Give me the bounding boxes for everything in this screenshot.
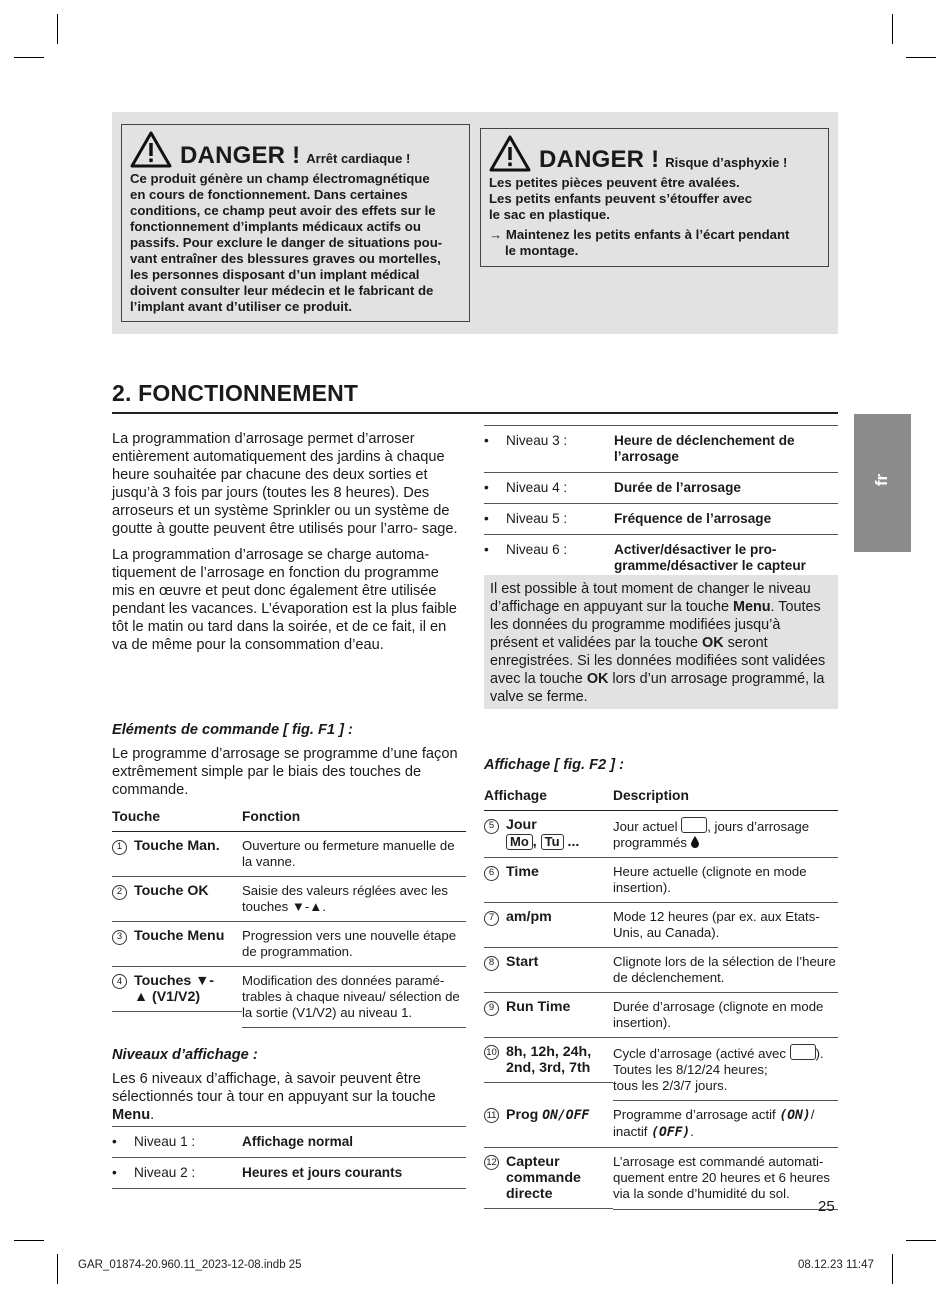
description-text: Jour actuel bbox=[613, 819, 682, 834]
warning-triangle-icon bbox=[130, 131, 172, 169]
intro-paragraph: La programmation d’arrosage se charge automa- tiquement de l’arrosage en fonction du programme mis en œuvre et peut donc également être utilisée pendant les vacances. L’évaporation est la plus faible tôt le matin ou tard dans la soirée, et de ce fait, il en va de même pour la consommation d’eau. bbox=[112, 547, 457, 653]
danger-instruction: → Maintenez les petits enfants à l’écart pendant bbox=[489, 227, 790, 242]
column-header: Touche bbox=[112, 807, 242, 832]
danger-box-asphyxia bbox=[480, 128, 829, 267]
danger-line: doivent consulter leur médecin et le fabricant de bbox=[130, 283, 434, 298]
levels-intro-text: Les 6 niveaux d’affichage, à savoir peuvent être sélectionnés tour à tour en appuyant sur la touche bbox=[112, 1071, 436, 1105]
description-text: Clignote lors de la sélection de l’heure de déclenchement. bbox=[613, 948, 838, 993]
callout-number: 9 bbox=[484, 1001, 499, 1016]
key-name: Touche Menu bbox=[134, 928, 225, 944]
level-label: Niveau 6 : bbox=[506, 535, 614, 582]
controls-table bbox=[112, 807, 466, 1028]
display-heading: Affichage [ fig. F2 ] : bbox=[484, 757, 624, 773]
bullet: • bbox=[112, 1158, 134, 1189]
language-tab bbox=[854, 414, 911, 552]
table-row bbox=[484, 1101, 838, 1148]
description-text: Cycle d’arrosage (activé avec bbox=[613, 1046, 790, 1061]
description-text: Durée d’arrosage (clignote en mode insertion). bbox=[613, 993, 838, 1038]
crop-mark bbox=[57, 14, 58, 44]
note-box bbox=[484, 575, 838, 709]
callout-number: 11 bbox=[484, 1108, 499, 1123]
level-row bbox=[484, 426, 838, 473]
callout-number: 4 bbox=[112, 974, 127, 989]
danger-line: conditions, ce champ peut avoir des effets sur le bbox=[130, 203, 436, 218]
level-value: Durée de l’arrosage bbox=[614, 473, 838, 504]
language-tab-label: fr bbox=[872, 473, 891, 487]
description-text: programmés bbox=[613, 835, 691, 850]
level-value: Fréquence de l’arrosage bbox=[614, 504, 838, 535]
danger-box-cardiac bbox=[121, 124, 470, 322]
crop-mark bbox=[57, 1254, 58, 1284]
ok-key-name: OK bbox=[586, 671, 609, 687]
description-text: . bbox=[690, 1124, 694, 1139]
levels-table-right bbox=[484, 425, 838, 582]
bullet: • bbox=[484, 504, 506, 535]
key-function: Saisie des valeurs réglées avec les touches ▼-▲. bbox=[242, 877, 466, 922]
table-row bbox=[112, 832, 466, 877]
level-value: Heure de déclenchement de l’arrosage bbox=[614, 426, 838, 473]
level-label: Niveau 1 : bbox=[134, 1127, 242, 1158]
note-text: lors d’un arrosage programmé, la valve se ferme. bbox=[490, 671, 825, 705]
description-text: Toutes les 8/12/24 heures; bbox=[613, 1062, 768, 1077]
key-name: Touche Man. bbox=[134, 838, 220, 854]
description-text: tous les 2/3/7 jours. bbox=[613, 1078, 728, 1093]
column-header: Fonction bbox=[242, 807, 466, 832]
danger-line: fonctionnement d’implants médicaux actifs ou bbox=[130, 219, 421, 234]
title-rule bbox=[112, 412, 838, 414]
display-label: 8h, 12h, 24h, 2nd, 3rd, 7th bbox=[506, 1044, 592, 1076]
description-text: inactif bbox=[613, 1124, 652, 1139]
key-function: Ouverture ou fermeture manuelle de la vanne. bbox=[242, 832, 466, 877]
water-drop-icon bbox=[691, 836, 699, 848]
description-text: Heure actuelle (clignote en mode insertion). bbox=[613, 858, 838, 903]
description-text: / bbox=[810, 1107, 815, 1122]
crop-mark bbox=[14, 57, 44, 58]
description-text: Mode 12 heures (par ex. aux Etats- Unis, au Canada). bbox=[613, 903, 838, 948]
warning-triangle-icon bbox=[489, 135, 531, 173]
key-function: Progression vers une nouvelle étape de programmation. bbox=[242, 922, 466, 967]
bullet: • bbox=[484, 473, 506, 504]
bullet: • bbox=[484, 426, 506, 473]
danger-line: l’implant avant d’utiliser ce produit. bbox=[130, 299, 353, 314]
callout-number: 1 bbox=[112, 840, 127, 855]
lcd-off: (OFF) bbox=[651, 1125, 691, 1140]
danger-word: DANGER ! bbox=[180, 142, 301, 169]
key-function: Modification des données paramé- trables à chaque niveau/ sélection de la sortie (V1/V2) au niveau 1. bbox=[242, 967, 466, 1028]
level-value: Heures et jours courants bbox=[242, 1158, 466, 1189]
display-label: Run Time bbox=[506, 999, 571, 1015]
column-header: Affichage bbox=[484, 786, 613, 811]
bullet: • bbox=[112, 1127, 134, 1158]
display-label: am/pm bbox=[506, 909, 552, 925]
lcd-on: (ON) bbox=[779, 1108, 811, 1123]
callout-number: 7 bbox=[484, 911, 499, 926]
key-name: Touche OK bbox=[134, 883, 209, 899]
controls-intro: Le programme d’arrosage se programme d’une façon extrêmement simple par le biais des touches de commande. bbox=[112, 746, 458, 798]
level-label: Niveau 5 : bbox=[506, 504, 614, 535]
callout-number: 3 bbox=[112, 930, 127, 945]
level-row bbox=[484, 504, 838, 535]
danger-line: en cours de fonctionnement. Dans certaines bbox=[130, 187, 408, 202]
intro-text bbox=[112, 430, 464, 662]
table-row bbox=[484, 1038, 838, 1101]
callout-number: 8 bbox=[484, 956, 499, 971]
danger-line: les personnes disposant d’un implant médical bbox=[130, 267, 420, 282]
key-name: Touches ▼-▲ (V1/V2) bbox=[134, 973, 214, 1005]
note-text: seront enregistrées. Si les données modifiées sont validées avec la touche bbox=[490, 635, 826, 687]
footer-filename: GAR_01874-20.960.11_2023-12-08.indb 25 bbox=[78, 1259, 302, 1271]
level-label: Niveau 3 : bbox=[506, 426, 614, 473]
description-text: ). bbox=[815, 1046, 824, 1061]
level-value: Activer/désactiver le pro- gramme/désactiver le capteur bbox=[614, 535, 838, 582]
controls-heading: Eléments de commande [ fig. F1 ] : bbox=[112, 722, 353, 738]
table-row bbox=[484, 858, 838, 903]
crop-mark bbox=[906, 1240, 936, 1241]
level-label: Niveau 4 : bbox=[506, 473, 614, 504]
note-text: Il est possible à tout moment de changer le niveau d’affichage en appuyant sur la touche bbox=[490, 581, 811, 615]
table-row bbox=[484, 993, 838, 1038]
page-number: 25 bbox=[818, 1198, 835, 1215]
display-label: Prog bbox=[506, 1106, 543, 1123]
callout-number: 12 bbox=[484, 1155, 499, 1170]
display-table bbox=[484, 786, 838, 1210]
crop-mark bbox=[892, 14, 893, 44]
callout-number: 2 bbox=[112, 885, 127, 900]
level-label: Niveau 2 : bbox=[134, 1158, 242, 1189]
column-header: Description bbox=[613, 786, 838, 811]
lcd-on-off: ON/OFF bbox=[542, 1107, 590, 1123]
levels-table-left bbox=[112, 1126, 466, 1189]
display-label: Jour bbox=[506, 817, 537, 833]
crop-mark bbox=[14, 1240, 44, 1241]
ok-key-name: OK bbox=[702, 635, 724, 651]
callout-number: 5 bbox=[484, 819, 499, 834]
display-label: Start bbox=[506, 954, 539, 970]
note-text: . Toutes les données du programme modifiées jusqu’à présent et validées par la touche bbox=[490, 599, 821, 651]
table-row bbox=[112, 967, 466, 1028]
danger-line: vant entraîner des blessures graves ou mortelles, bbox=[130, 251, 441, 266]
crop-mark bbox=[892, 1254, 893, 1284]
levels-intro-end: . bbox=[150, 1107, 155, 1123]
day-frame-icon bbox=[681, 817, 707, 833]
table-row bbox=[484, 903, 838, 948]
table-row bbox=[484, 948, 838, 993]
danger-line: Les petits enfants peuvent s’étouffer avec bbox=[489, 191, 753, 206]
level-row bbox=[112, 1127, 466, 1158]
description-text: L’arrosage est commandé automati- quement entre 20 heures et 6 heures via la sonde d’humidité du sol. bbox=[613, 1148, 838, 1210]
table-row bbox=[112, 877, 466, 922]
danger-instruction: le montage. bbox=[505, 243, 579, 258]
description-text: , jours d’arrosage bbox=[707, 819, 810, 834]
table-row bbox=[112, 922, 466, 967]
table-row: 5 Jour Mo , Tu ... Jour actuel , jours d’arrosage programmés bbox=[484, 811, 838, 858]
menu-key-name: Menu bbox=[112, 1107, 151, 1123]
levels-intro bbox=[112, 1070, 464, 1124]
cycle-frame-icon bbox=[790, 1044, 816, 1060]
display-label: Capteur commande directe bbox=[506, 1154, 581, 1202]
display-label: Time bbox=[506, 864, 539, 880]
danger-line: Les petites pièces peuvent être avalées. bbox=[489, 175, 740, 190]
callout-number: 6 bbox=[484, 866, 499, 881]
level-value: Affichage normal bbox=[242, 1127, 466, 1158]
danger-subtitle: Risque d’asphyxie ! bbox=[665, 155, 788, 170]
crop-mark bbox=[906, 57, 936, 58]
danger-line: passifs. Pour exclure le danger de situations pou- bbox=[130, 235, 443, 250]
intro-paragraph: La programmation d’arrosage permet d’arroser entièrement automatiquement des jardins à chaque heure souhaitée par chacune des deux sorties et jusqu’à 3 fois par jours (toutes les 8 heures). Des arroseurs et un système Sprinkler ou un système de goutte à goutte peuvent être utilisés pour l’arro- sage. bbox=[112, 431, 458, 537]
footer-timestamp: 08.12.23 11:47 bbox=[798, 1259, 874, 1271]
danger-line: le sac en plastique. bbox=[489, 207, 610, 222]
ellipsis: ... bbox=[567, 833, 580, 850]
section-title: 2. FONCTIONNEMENT bbox=[112, 380, 359, 406]
day-tu-box: Tu bbox=[541, 834, 564, 850]
danger-word: DANGER ! bbox=[539, 146, 660, 173]
danger-text bbox=[130, 171, 461, 315]
bullet: • bbox=[484, 535, 506, 582]
levels-heading: Niveaux d’affichage : bbox=[112, 1047, 258, 1063]
level-row bbox=[112, 1158, 466, 1189]
description-text: Programme d’arrosage actif bbox=[613, 1107, 780, 1122]
level-row bbox=[484, 473, 838, 504]
danger-line: Ce produit génère un champ électromagnétique bbox=[130, 171, 430, 186]
menu-key-name: Menu bbox=[732, 599, 771, 615]
day-mo-box: Mo bbox=[506, 834, 533, 850]
danger-subtitle: Arrêt cardiaque ! bbox=[306, 151, 411, 166]
callout-number: 10 bbox=[484, 1045, 499, 1060]
table-row bbox=[484, 1148, 838, 1210]
